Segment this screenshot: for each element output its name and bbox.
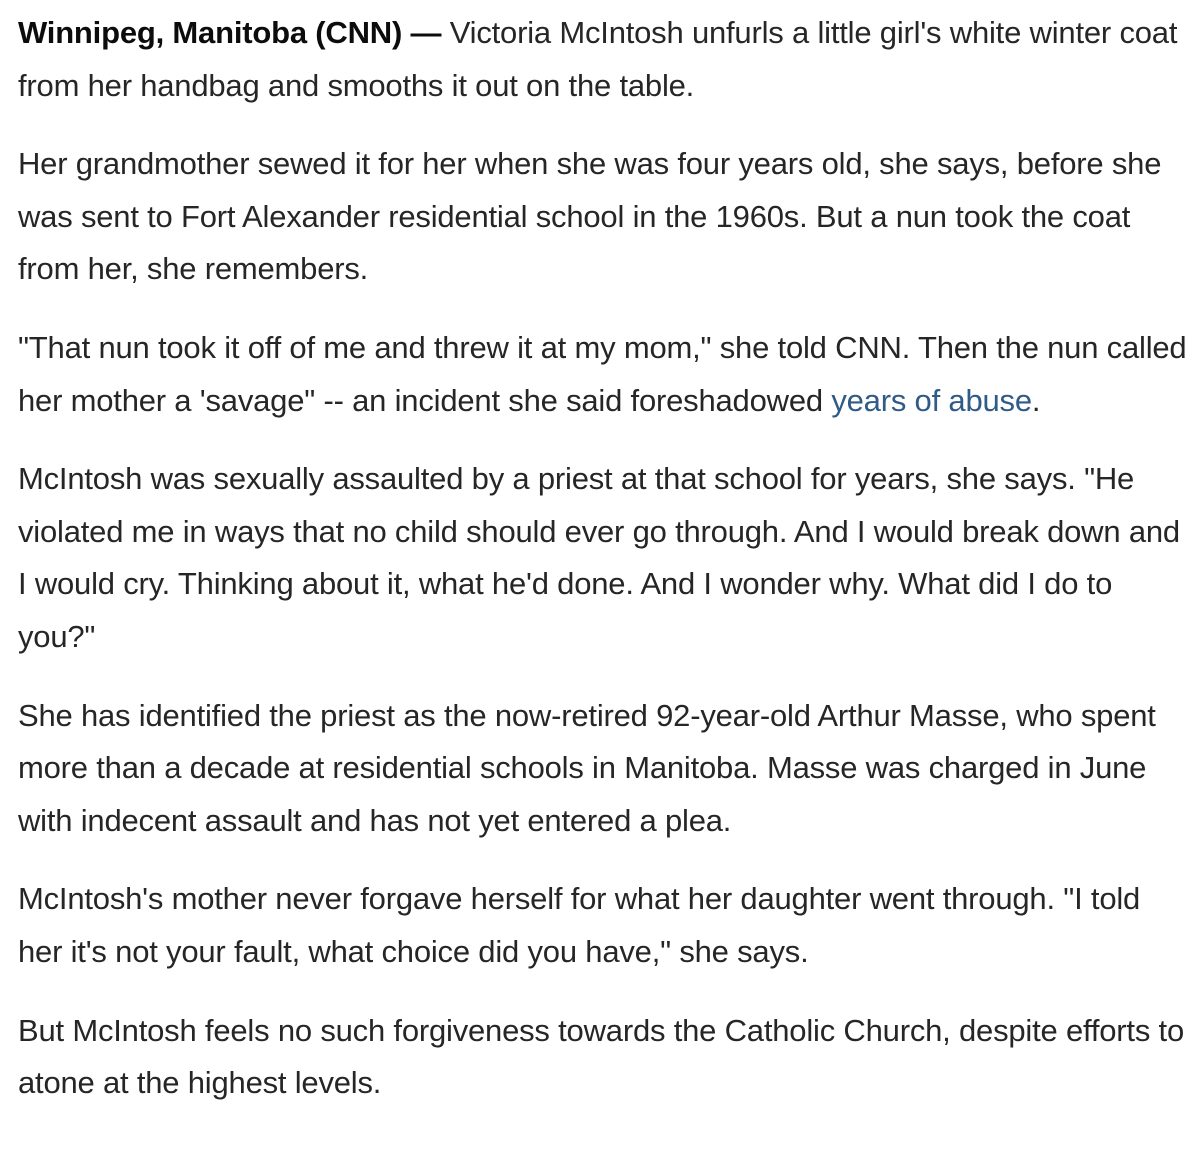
years-of-abuse-link[interactable]: years of abuse bbox=[831, 382, 1032, 418]
article-paragraph-3 bbox=[18, 322, 1188, 427]
article-paragraph-2: Her grandmother sewed it for her when she was four years old, she says, before she was sent to Fort Alexander residential school in the 1960s. But a nun took the coat from her, she remembers. bbox=[18, 146, 1162, 287]
article-paragraph-3-text: "That nun took it off of me and threw it at my mom," she told CNN. Then the nun called her mother a 'savage" -- an incident she said foreshadowed bbox=[18, 329, 1187, 418]
article-paragraph-5: She has identified the priest as the now-retired 92-year-old Arthur Masse, who spent more than a decade at residential schools in Manitoba. Masse was charged in June with indecent assault and has not yet entered a plea. bbox=[18, 697, 1156, 838]
article-paragraph-3-end: . bbox=[1031, 382, 1041, 418]
article-paragraph-1-text: Victoria McIntosh unfurls a little girl's white winter coat from her handbag and smooths it out on the table. bbox=[18, 15, 1178, 103]
article-paragraph-7: But McIntosh feels no such forgiveness towards the Catholic Church, despite efforts to atone at the highest levels. bbox=[18, 1012, 1185, 1101]
article-paragraph-4: McIntosh was sexually assaulted by a priest at that school for years, she says. "He violated me in ways that no child should ever go through. And I would break down and I would cry. Thinking about it, what he'd done. And I wonder why. What did I do to you?" bbox=[18, 461, 1180, 654]
article-body bbox=[18, 0, 1188, 1136]
article-paragraph-6: McIntosh's mother never forgave herself for what her daughter went through. "I told her it's not your fault, what choice did you have," she says. bbox=[18, 881, 1141, 969]
article-paragraph-1 bbox=[18, 0, 1188, 112]
article-dateline: Winnipeg, Manitoba (CNN) — bbox=[18, 15, 442, 50]
